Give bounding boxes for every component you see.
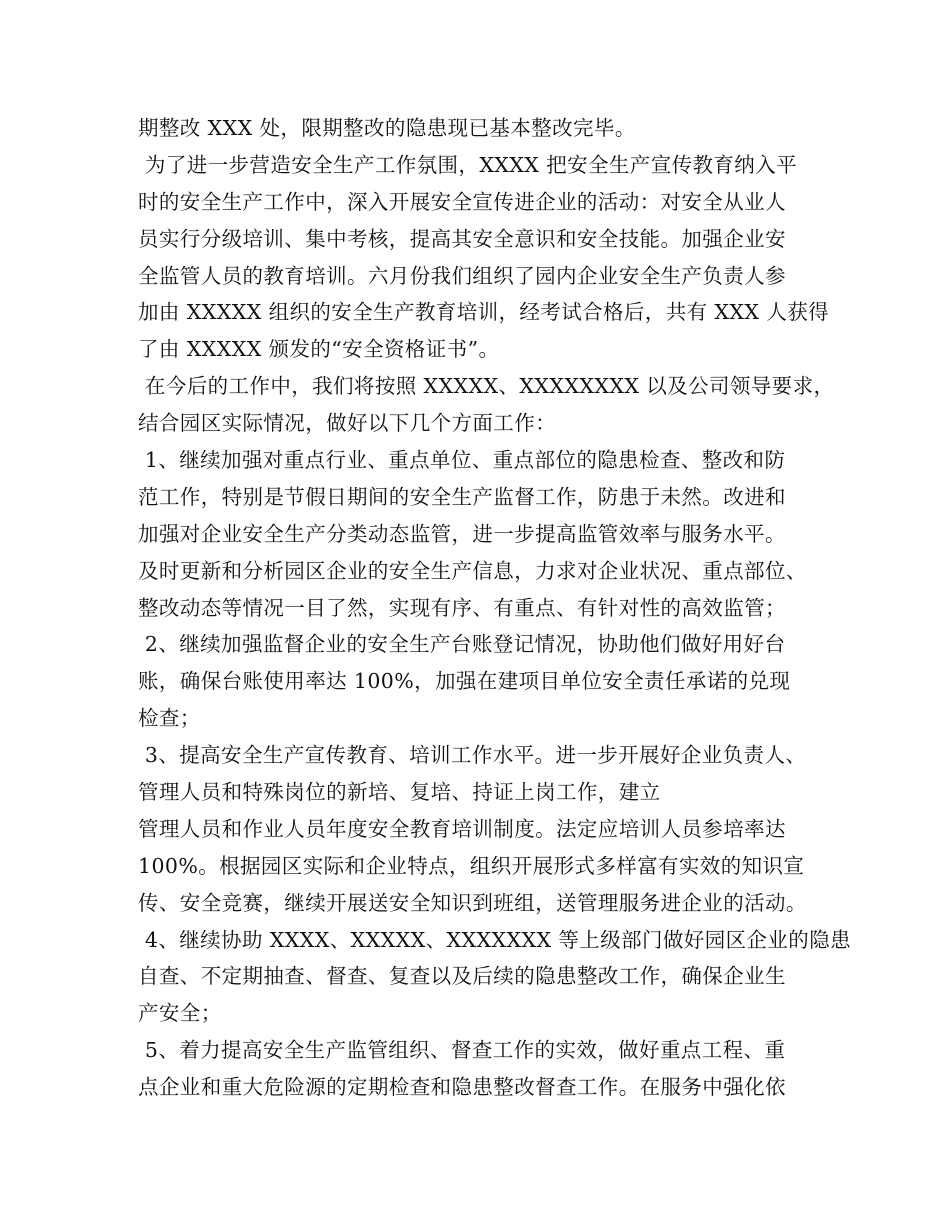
- text-line: 加强对企业安全生产分类动态监管，进一步提高监管效率与服务水平。: [138, 521, 786, 546]
- text-line: 管理人员和作业人员年度安全教育培训制度。法定应培训人员参培率达: [138, 816, 786, 841]
- text-line: 点企业和重大危险源的定期检查和隐患整改督查工作。在服务中强化依: [138, 1075, 786, 1100]
- text-line: 2、继续加强监督企业的安全生产台账登记情况，协助他们做好用好台: [138, 632, 786, 657]
- text-line: 范工作，特别是节假日期间的安全生产监督工作，防患于未然。改进和: [138, 484, 786, 509]
- text-line: 了由 XXXXX 颁发的“安全资格证书”。: [138, 337, 500, 362]
- document-body: [138, 110, 851, 1106]
- text-line: 时的安全生产工作中，深入开展安全宣传进企业的活动：对安全从业人: [138, 189, 786, 214]
- text-line: 自查、不定期抽查、督查、复查以及后续的隐患整改工作，确保企业生: [138, 964, 786, 989]
- text-line: 100%。根据园区实际和企业特点，组织开展形式多样富有实效的知识宣: [138, 853, 805, 878]
- text-line: 传、安全竞赛，继续开展送安全知识到班组，送管理服务进企业的活动。: [138, 890, 807, 915]
- text-line: 1、继续加强对重点行业、重点单位、重点部位的隐患检查、整改和防: [138, 448, 786, 473]
- text-line: 检查；: [138, 706, 201, 731]
- text-line: 期整改 XXX 处，限期整改的隐患现已基本整改完毕。: [138, 116, 636, 140]
- text-line: 账，确保台账使用率达 100%，加强在建项目单位安全责任承诺的兑现: [138, 669, 791, 694]
- text-line: 4、继续协助 XXXX、XXXXX、XXXXXXX 等上级部门做好园区企业的隐患: [138, 927, 851, 952]
- text-line: 加由 XXXXX 组织的安全生产教育培训，经考试合格后，共有 XXX 人获得: [138, 300, 830, 325]
- text-line: 3、提高安全生产宣传教育、培训工作水平。进一步开展好企业负责人、: [138, 743, 807, 768]
- text-line: 及时更新和分析园区企业的安全生产信息，力求对企业状况、重点部位、: [138, 558, 807, 583]
- text-line: 整改动态等情况一目了然，实现有序、有重点、有针对性的高效监管；: [138, 595, 786, 620]
- text-line: 员实行分级培训、集中考核，提高其安全意识和安全技能。加强企业安: [138, 226, 786, 251]
- text-line: 产安全；: [138, 1001, 222, 1026]
- text-line: 管理人员和特殊岗位的新培、复培、持证上岗工作，建立: [138, 780, 661, 805]
- text-line: 为了进一步营造安全生产工作氛围，XXXX 把安全生产宣传教育纳入平: [138, 152, 798, 177]
- text-line: 在今后的工作中，我们将按照 XXXXX、XXXXXXXX 以及公司领导要求，: [138, 374, 835, 399]
- text-line: 全监管人员的教育培训。六月份我们组织了园内企业安全生产负责人参: [138, 263, 786, 288]
- text-line: 5、着力提高安全生产监管组织、督查工作的实效，做好重点工程、重: [138, 1038, 786, 1063]
- text-line: 结合园区实际情况，做好以下几个方面工作：: [138, 411, 556, 436]
